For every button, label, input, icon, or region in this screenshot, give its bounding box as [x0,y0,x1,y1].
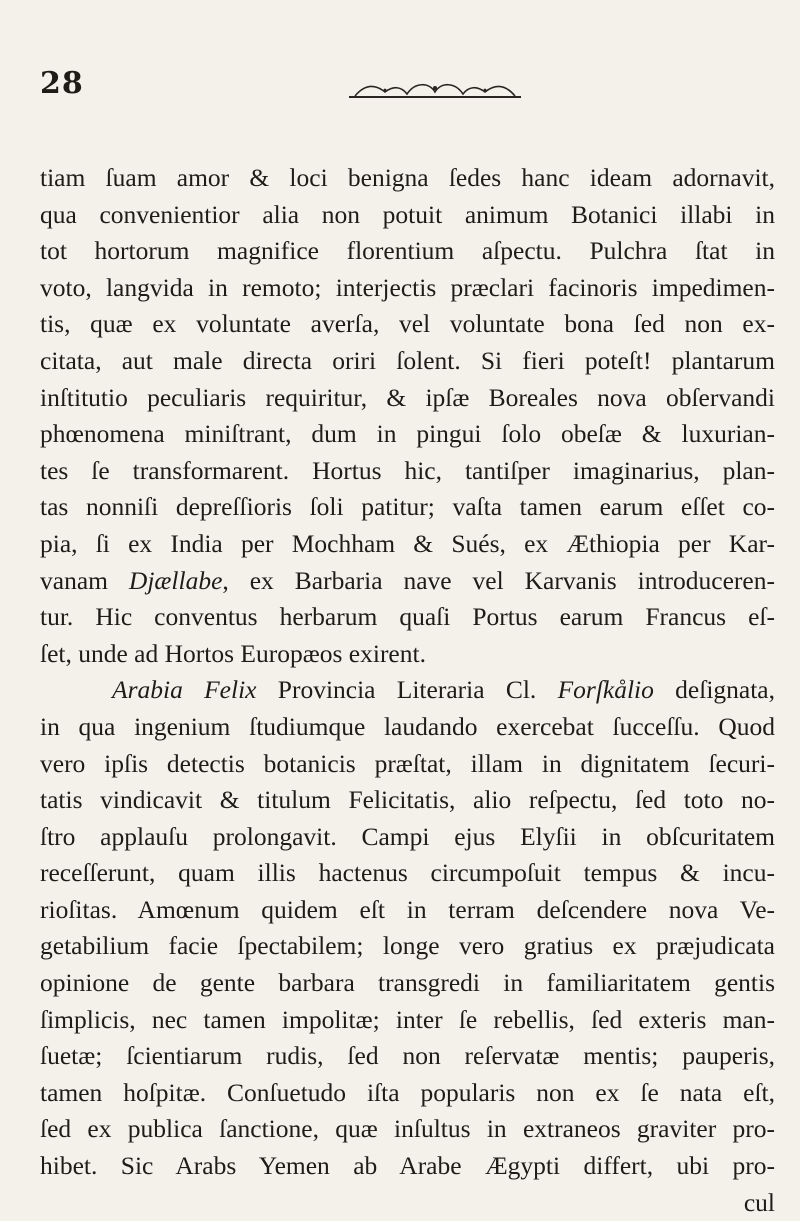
text-line: tamen hoſpitæ. Conſuetudo iſta popularis non ex ſe nata eſt, [40,1077,775,1107]
text-line: tas nonniſi depreſſioris ſoli patitur; vaſta tamen earum eſſet co- [40,492,775,522]
text-line: in qua ingenium ſtudiumque laudando exercebat ſucceſſu. Quod [40,711,775,741]
text-line: tatis vindicavit & titulum Felicitatis, alio reſpectu, ſed toto no- [40,785,775,815]
text-line: tur. Hic conventus herbarum quaſi Portus earum Francus eſ- [40,602,775,632]
text-line: tes ſe transformarent. Hortus hic, tantiſper imaginarius, plan- [40,455,775,485]
text-line: phœnomena miniſtrant, dum in pingui ſolo obeſæ & luxurian- [40,419,775,449]
text-line: vero ipſis detectis botanicis præſtat, illam in dignitatem ſecuri- [40,748,775,778]
text-line: ſuetæ; ſcientiarum rudis, ſed non reſervatæ mentis; pauperis, [40,1041,775,1071]
text-line-djaellabe [40,563,775,600]
text-line: getabilium facie ſpectabilem; longe vero gratius ex præjudicata [40,931,775,961]
text-line: tot hortorum magnifice florentium aſpectu. Pulchra ſtat in [40,236,775,266]
text-line: ſimplicis, nec tamen impolitæ; inter ſe rebellis, ſed exteris man- [40,1004,775,1034]
text-line: citata, aut male directa oriri ſolent. Si fieri poteſt! plantarum [40,345,775,375]
text-line: qua convenientior alia non potuit animum Botanici illabi in [40,199,775,229]
text-line: voto, langvida in remoto; interjectis præclari facinoris impedimen- [40,272,775,302]
text-line: tis, quæ ex voluntate averſa, vel voluntate bona ſed non ex- [40,309,775,339]
text-line: ſed ex publica ſanctione, quæ inſultus in extraneos graviter pro- [40,1114,775,1144]
text-line: inſtitutio peculiaris requiritur, & ipſæ Boreales nova obſervandi [40,382,775,412]
text-line-djaellabe-inner: vanam Djællabe, ex Barbaria nave vel Karvanis introduceren- [40,565,775,595]
body-text [40,160,775,1221]
text-line: opinione de gente barbara transgredi in familiaritatem gentis [40,968,775,998]
text-line-arabia-felix: Arabia Felix Provincia Literaria Cl. Forſkålio deſignata, [112,675,775,705]
text-line: rioſitas. Amœnum quidem eſt in terram deſcendere nova Ve- [40,894,775,924]
text-line: receſſerunt, quam illis hactenus circumpoſuit tempus & incu- [40,858,775,888]
text-line: ſtro applauſu prolongavit. Campi ejus Elyſii in obſcuritatem [40,821,775,851]
text-line: ſet, unde ad Hortos Europæos exirent. [40,638,426,668]
headpiece-ornament-icon [345,80,525,102]
text-line: hibet. Sic Arabs Yemen ab Arabe Ægypti differt, ubi pro- [40,1151,775,1181]
text-line: tiam ſuam amor & loci benigna ſedes hanc ideam adornavit, [40,163,775,192]
page-number: 28 [40,66,84,101]
catchword: cul [743,1187,775,1217]
text-line: pia, ſi ex India per Mochham & Sués, ex Æthiopia per Kar- [40,528,775,558]
